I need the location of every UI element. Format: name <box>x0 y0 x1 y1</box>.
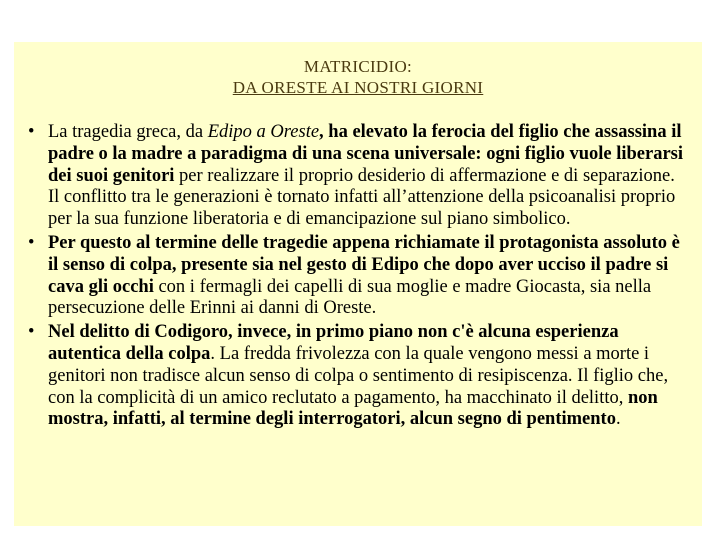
bullet-2-bold: Per questo al termine delle tragedie appena richiamate il protagonista assoluto è il senso di colpa, presente sia nel gesto di Edipo che dopo aver ucciso il padre si cava gli occhi <box>48 232 680 297</box>
slide-title <box>14 56 702 98</box>
bullet-3-text-d: . <box>615 409 621 430</box>
bullet-3-bold-c: non mostra, infatti, al termine degli interrogatori, alcun segno di pentimento <box>48 387 658 430</box>
bullet-3-bold-a: Nel delitto di Codigoro, invece, in primo piano non c'è alcuna esperienza autentica della colpa <box>48 322 619 364</box>
bullet-2-text: con i fermagli dei capelli di sua moglie e madre Giocasta, sia nella persecuzione delle Erinni ai danni di Oreste. <box>48 276 652 319</box>
bullet-list <box>14 122 702 431</box>
bullet-3-text-b: . La fredda frivolezza con la quale vengono messi a morte i genitori non tradisce alcun senso di colpa o sentimento di resipiscenza. Il figlio che, con la complicità di un amico reclutato a pagamento, ha macchinato il delitto, <box>48 343 669 408</box>
title-line-1: MATRICIDIO: <box>303 57 413 76</box>
bullet-icon: • <box>28 322 35 343</box>
bullet-1-text-d: per realizzare il proprio desiderio di affermazione e di separazione. Il conflitto tra le generazioni è tornato infatti all’attenzione della psicoanalisi proprio per la sua funzione liberatoria e di emancipazione sul piano simbolico. <box>48 165 676 230</box>
bullet-1-bold: , ha elevato la ferocia del figlio che assassina il padre o la madre a paradigma di una scena universale: ogni figlio vuole liberarsi dei suoi genitori <box>48 122 684 186</box>
slide <box>14 42 702 526</box>
bullet-item-1 <box>14 122 702 231</box>
bullet-1-text-a: La tragedia greca, da <box>48 122 208 142</box>
title-line-2: DA ORESTE AI NOSTRI GIORNI <box>232 78 484 97</box>
bullet-item-2 <box>14 233 702 320</box>
bullet-icon: • <box>28 122 35 142</box>
bullet-1-italic: Edipo a Oreste <box>207 122 320 142</box>
bullet-icon: • <box>28 232 35 253</box>
bullet-item-3 <box>14 322 702 431</box>
